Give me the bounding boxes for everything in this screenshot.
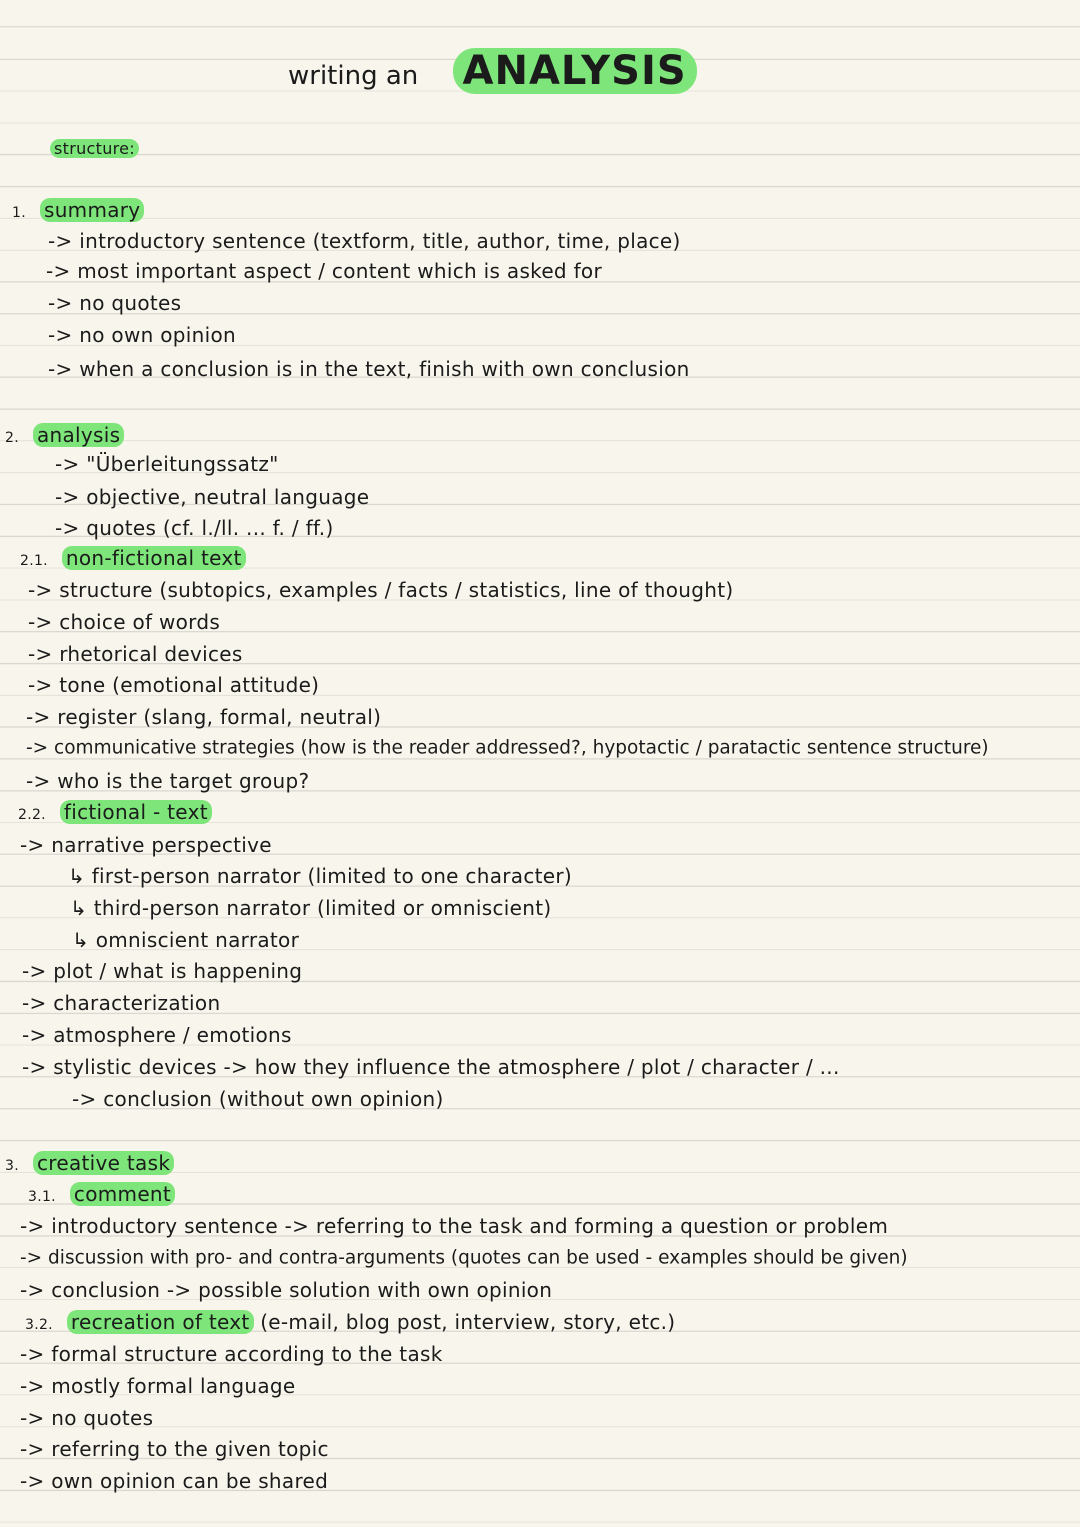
note-line [22,991,220,1015]
section-number: 1. [12,205,26,221]
note-line [20,1469,328,1493]
note-text: -> tone (emotional attitude) [28,673,320,697]
note-line [20,1248,908,1269]
highlighted-heading: recreation of text [67,1310,254,1334]
section-heading [20,546,246,570]
note-line [20,1374,295,1398]
note-text: -> discussion with pro- and contra-arguments (quotes can be used - examples should be given) [20,1247,908,1269]
section-heading [5,1151,174,1175]
section-number: 2. [5,430,19,446]
note-line [26,705,381,729]
section-number: 2.1. [20,553,48,569]
page-title [288,48,697,94]
highlighted-heading: summary [40,198,144,222]
note-text: -> formal structure according to the task [20,1342,443,1366]
highlighted-heading: structure: [50,139,139,158]
highlighted-heading: creative task [33,1151,174,1175]
highlighted-heading: fictional - text [60,800,212,824]
note-text: -> introductory sentence -> referring to the task and forming a question or problem [20,1214,889,1238]
section-number: 2.2. [18,807,46,823]
note-text: -> register (slang, formal, neutral) [26,705,382,729]
note-text: -> referring to the given topic [20,1437,329,1461]
note-line [26,738,989,759]
highlighted-heading: non-fictional text [62,546,246,570]
section-number: 3.2. [25,1317,53,1333]
note-line [48,229,681,253]
note-line [20,833,272,857]
note-text: -> narrative perspective [20,833,272,857]
note-text: (e-mail, blog post, interview, story, etc.) [260,1310,676,1334]
title-prefix: writing an [288,61,419,91]
note-text: -> introductory sentence (textform, title, author, time, place) [48,229,681,253]
section-number: 3.1. [28,1189,56,1205]
note-text: -> own opinion can be shared [20,1469,329,1493]
section-number: 3. [5,1158,19,1174]
note-text: -> choice of words [28,610,221,634]
note-line [26,769,309,793]
section-heading [28,1182,175,1206]
note-line [22,959,302,983]
highlighted-heading: analysis [33,423,124,447]
note-text: ↳ omniscient narrator [72,928,300,952]
note-text: -> rhetorical devices [28,642,243,666]
note-line [20,1406,153,1430]
note-line [20,1342,443,1366]
note-line [55,452,279,476]
section-heading [12,198,144,222]
section-heading [25,1310,675,1334]
note-text: ↳ third-person narrator (limited or omniscient) [70,896,552,920]
note-line [28,642,243,666]
note-line [20,1278,552,1302]
note-line [48,323,236,347]
note-line [55,516,334,540]
note-text: ↳ first-person narrator (limited to one character) [68,864,573,888]
note-text: -> conclusion -> possible solution with own opinion [20,1278,553,1302]
note-line [22,1023,292,1047]
note-text: -> structure (subtopics, examples / facts / statistics, line of thought) [28,578,734,602]
title-main: ANALYSIS [453,48,697,94]
note-line [70,896,551,920]
note-line [72,1087,444,1111]
note-line [20,1437,329,1461]
note-text: -> no quotes [20,1406,154,1430]
note-text: -> "Überleitungssatz" [55,452,279,476]
note-text: -> conclusion (without own opinion) [72,1087,444,1111]
note-text: -> communicative strategies (how is the reader addressed?, hypotactic / paratactic sentence structure) [26,737,989,759]
note-line [72,928,299,952]
note-line [28,673,319,697]
note-text: -> characterization [22,991,221,1015]
note-text: -> plot / what is happening [22,959,303,983]
note-text: -> atmosphere / emotions [22,1023,292,1047]
note-text: -> when a conclusion is in the text, finish with own conclusion [48,357,690,381]
section-heading [50,135,139,159]
highlighted-heading: comment [70,1182,175,1206]
note-line [68,864,572,888]
note-text: -> stylistic devices -> how they influence the atmosphere / plot / character / ... [22,1055,840,1079]
note-text: -> most important aspect / content which is asked for [46,259,602,283]
note-line [22,1055,840,1079]
note-text: -> no own opinion [48,323,236,347]
section-heading [18,800,212,824]
note-line [55,485,369,509]
note-line [28,578,733,602]
note-text: -> mostly formal language [20,1374,296,1398]
note-line [20,1214,888,1238]
note-text: -> quotes (cf. l./ll. ... f. / ff.) [55,516,334,540]
note-text: -> who is the target group? [26,769,310,793]
note-line [48,291,181,315]
note-line [48,357,690,381]
note-line [28,610,220,634]
note-line [46,259,602,283]
note-text: -> objective, neutral language [55,485,370,509]
note-text: -> no quotes [48,291,182,315]
section-heading [5,423,124,447]
